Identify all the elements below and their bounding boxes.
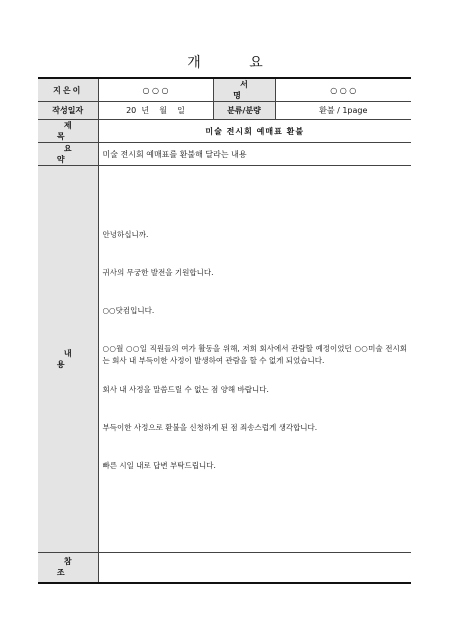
- content-paragraph: 안녕하십니까.: [102, 230, 149, 239]
- content-paragraph: 빠른 시일 내로 답변 부탁드립니다.: [102, 461, 216, 470]
- content-label: 내용: [38, 166, 98, 553]
- subject-value: 미술 전시회 예매표 환불: [98, 120, 411, 143]
- content-paragraph: 귀사의 무궁한 발전을 기원합니다.: [102, 268, 214, 277]
- content-paragraph: 부득이한 사정으로 환불을 신청하게 된 점 죄송스럽게 생각합니다.: [102, 423, 318, 432]
- subject-label: 제목: [38, 120, 98, 143]
- summary-value: 미술 전시회 예매표를 환불해 달라는 내용: [98, 143, 411, 166]
- date-row: [38, 102, 411, 120]
- content-row: [38, 166, 411, 553]
- summary-row: [38, 143, 411, 166]
- date-value: 20 년 월 일: [98, 102, 213, 120]
- content-paragraph: ○○닷컴입니다.: [102, 306, 155, 315]
- author-row: [38, 78, 411, 102]
- document-title: 개 요: [187, 55, 285, 71]
- subject-row: [38, 120, 411, 143]
- category-label: 분류/분량: [213, 102, 275, 120]
- author-value: ○ ○ ○: [98, 78, 213, 102]
- summary-label: 요약: [38, 143, 98, 166]
- signature-value: ○ ○ ○: [275, 78, 411, 102]
- content-paragraph: 회사 내 사정을 말씀드릴 수 없는 점 양해 바랍니다.: [102, 385, 269, 394]
- category-value: 환불 / 1page: [275, 102, 411, 120]
- content-body: [98, 166, 411, 553]
- content-paragraph: ○○월 ○○일 직원들의 여가 활동을 위해, 저희 회사에서 관람할 예정이었던 ○○미술 전시회는 회사 내 부득이한 사정이 발생하여 관람을 할 수 없게 되었습니다.: [102, 344, 407, 365]
- reference-row: [38, 553, 411, 583]
- reference-label: 참조: [38, 553, 98, 583]
- reference-value: [98, 553, 411, 583]
- signature-label: 서명: [213, 78, 275, 102]
- date-label: 작성일자: [38, 102, 98, 120]
- author-label: 지은이: [38, 78, 98, 102]
- overview-form-table: [38, 77, 411, 584]
